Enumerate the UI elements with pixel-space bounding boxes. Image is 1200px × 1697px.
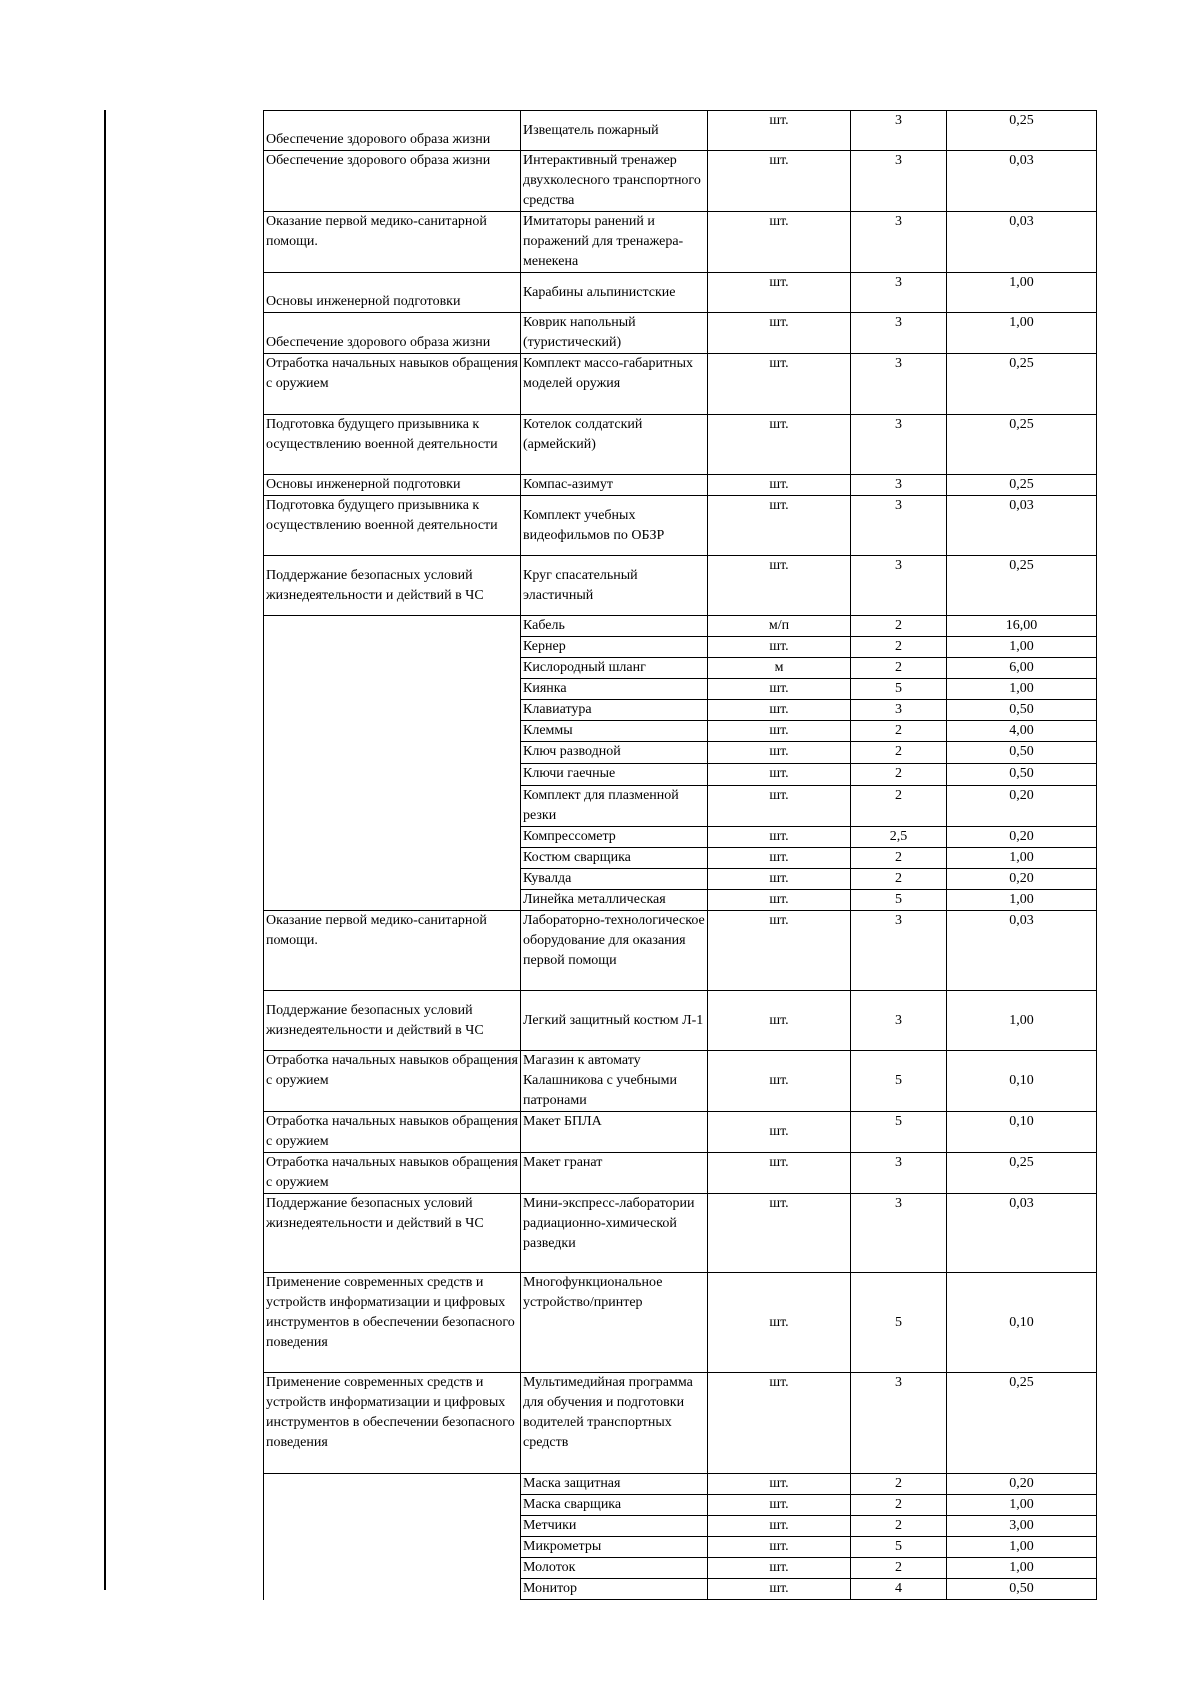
- item-name-cell: Кувалда: [521, 869, 708, 890]
- item-name-cell: Киянка: [521, 679, 708, 700]
- unit-cell: шт.: [708, 1558, 851, 1579]
- item-name-cell: Кабель: [521, 616, 708, 637]
- item-name-cell: Клеммы: [521, 721, 708, 742]
- value-cell: 0,03: [947, 151, 1097, 212]
- quantity-cell: 5: [851, 1273, 947, 1373]
- value-cell: 6,00: [947, 658, 1097, 679]
- value-cell: 1,00: [947, 313, 1097, 354]
- unit-cell: шт.: [708, 475, 851, 496]
- section-cell: Применение современных средств и устройств информатизации и цифровых инструментов в обеспечении безопасного поведения: [264, 1273, 521, 1373]
- value-cell: 16,00: [947, 616, 1097, 637]
- quantity-cell: 5: [851, 679, 947, 700]
- value-cell: 0,50: [947, 1579, 1097, 1600]
- table-row: [264, 1112, 1097, 1153]
- page-margin-line: [104, 110, 106, 1590]
- item-name-cell: Маска защитная: [521, 1474, 708, 1495]
- unit-cell: шт.: [708, 721, 851, 742]
- item-name-cell: Имитаторы ранений и поражений для тренажера-менекена: [521, 212, 708, 273]
- item-name-cell: Микрометры: [521, 1537, 708, 1558]
- quantity-cell: 3: [851, 111, 947, 151]
- table-row: [264, 415, 1097, 475]
- unit-cell: шт.: [708, 313, 851, 354]
- value-cell: 0,10: [947, 1051, 1097, 1112]
- quantity-cell: 2,5: [851, 827, 947, 848]
- table-row: [264, 991, 1097, 1051]
- unit-cell: м: [708, 658, 851, 679]
- quantity-cell: 2: [851, 721, 947, 742]
- quantity-cell: 3: [851, 475, 947, 496]
- value-cell: 1,00: [947, 637, 1097, 658]
- item-name-cell: Костюм сварщика: [521, 848, 708, 869]
- quantity-cell: 3: [851, 1373, 947, 1474]
- quantity-cell: 3: [851, 496, 947, 556]
- section-cell: Отработка начальных навыков обращения с оружием: [264, 1051, 521, 1112]
- unit-cell: шт.: [708, 700, 851, 721]
- value-cell: 0,20: [947, 1474, 1097, 1495]
- item-name-cell: Компас-азимут: [521, 475, 708, 496]
- item-name-cell: Карабины альпинистские: [521, 273, 708, 313]
- value-cell: 0,25: [947, 556, 1097, 616]
- item-name-cell: Круг спасательный эластичный: [521, 556, 708, 616]
- table-row: [264, 616, 1097, 637]
- quantity-cell: 5: [851, 890, 947, 911]
- unit-cell: шт.: [708, 111, 851, 151]
- unit-cell: шт.: [708, 556, 851, 616]
- unit-cell: шт.: [708, 354, 851, 415]
- table-row: [264, 1153, 1097, 1194]
- unit-cell: шт.: [708, 151, 851, 212]
- section-cell: Поддержание безопасных условий жизнедеятельности и действий в ЧС: [264, 1194, 521, 1273]
- quantity-cell: 3: [851, 354, 947, 415]
- value-cell: 1,00: [947, 991, 1097, 1051]
- value-cell: 0,10: [947, 1273, 1097, 1373]
- quantity-cell: 3: [851, 1194, 947, 1273]
- value-cell: 0,25: [947, 415, 1097, 475]
- quantity-cell: 3: [851, 1153, 947, 1194]
- item-name-cell: Многофункциональное устройство/принтер: [521, 1273, 708, 1373]
- unit-cell: шт.: [708, 1474, 851, 1495]
- value-cell: 0,25: [947, 1373, 1097, 1474]
- unit-cell: м/п: [708, 616, 851, 637]
- table-row: [264, 911, 1097, 991]
- value-cell: 0,50: [947, 742, 1097, 764]
- quantity-cell: 4: [851, 1579, 947, 1600]
- value-cell: 0,03: [947, 1194, 1097, 1273]
- table-row: [264, 1194, 1097, 1273]
- section-cell: Отработка начальных навыков обращения с оружием: [264, 1153, 521, 1194]
- unit-cell: шт.: [708, 827, 851, 848]
- item-name-cell: Клавиатура: [521, 700, 708, 721]
- unit-cell: шт.: [708, 679, 851, 700]
- quantity-cell: 2: [851, 869, 947, 890]
- unit-cell: шт.: [708, 1516, 851, 1537]
- item-name-cell: Интерактивный тренажер двухколесного транспортного средства: [521, 151, 708, 212]
- quantity-cell: 3: [851, 991, 947, 1051]
- unit-cell: шт.: [708, 1273, 851, 1373]
- item-name-cell: Комплект массо-габаритных моделей оружия: [521, 354, 708, 415]
- item-name-cell: Магазин к автомату Калашникова с учебными патронами: [521, 1051, 708, 1112]
- value-cell: 0,50: [947, 764, 1097, 786]
- table-row: [264, 273, 1097, 313]
- item-name-cell: Мини-экспресс-лаборатории радиационно-химической разведки: [521, 1194, 708, 1273]
- section-cell: Применение современных средств и устройств информатизации и цифровых инструментов в обеспечении безопасного поведения: [264, 1373, 521, 1474]
- quantity-cell: 2: [851, 637, 947, 658]
- section-cell: Подготовка будущего призывника к осуществлению военной деятельности: [264, 415, 521, 475]
- table-row: [264, 212, 1097, 273]
- value-cell: 1,00: [947, 848, 1097, 869]
- unit-cell: шт.: [708, 911, 851, 991]
- item-name-cell: Монитор: [521, 1579, 708, 1600]
- section-cell: Обеспечение здорового образа жизни: [264, 313, 521, 354]
- table-row: [264, 1273, 1097, 1373]
- item-name-cell: Ключ разводной: [521, 742, 708, 764]
- item-name-cell: Комплект учебных видеофильмов по ОБЗР: [521, 496, 708, 556]
- section-cell: Поддержание безопасных условий жизнедеятельности и действий в ЧС: [264, 556, 521, 616]
- section-cell: Подготовка будущего призывника к осуществлению военной деятельности: [264, 496, 521, 556]
- item-name-cell: Линейка металлическая: [521, 890, 708, 911]
- item-name-cell: Комплект для плазменной резки: [521, 786, 708, 827]
- quantity-cell: 2: [851, 786, 947, 827]
- section-cell: Оказание первой медико-санитарной помощи.: [264, 911, 521, 991]
- section-cell: Основы инженерной подготовки: [264, 273, 521, 313]
- quantity-cell: 2: [851, 1558, 947, 1579]
- equipment-table: [263, 110, 1097, 1600]
- unit-cell: шт.: [708, 1373, 851, 1474]
- value-cell: 1,00: [947, 890, 1097, 911]
- item-name-cell: Макет гранат: [521, 1153, 708, 1194]
- value-cell: 0,03: [947, 496, 1097, 556]
- unit-cell: шт.: [708, 890, 851, 911]
- section-cell: Обеспечение здорового образа жизни: [264, 111, 521, 151]
- value-cell: 0,25: [947, 475, 1097, 496]
- quantity-cell: 3: [851, 151, 947, 212]
- value-cell: 1,00: [947, 679, 1097, 700]
- value-cell: 0,20: [947, 786, 1097, 827]
- quantity-cell: 3: [851, 911, 947, 991]
- quantity-cell: 3: [851, 273, 947, 313]
- value-cell: 1,00: [947, 1495, 1097, 1516]
- quantity-cell: 2: [851, 764, 947, 786]
- value-cell: 0,03: [947, 212, 1097, 273]
- table-row: [264, 313, 1097, 354]
- table-row: [264, 151, 1097, 212]
- item-name-cell: Мультимедийная программа для обучения и подготовки водителей транспортных средств: [521, 1373, 708, 1474]
- section-cell-empty: [264, 1474, 521, 1600]
- table-row: [264, 1474, 1097, 1495]
- quantity-cell: 5: [851, 1112, 947, 1153]
- section-cell: Поддержание безопасных условий жизнедеятельности и действий в ЧС: [264, 991, 521, 1051]
- item-name-cell: Кернер: [521, 637, 708, 658]
- value-cell: 4,00: [947, 721, 1097, 742]
- table-row: [264, 496, 1097, 556]
- quantity-cell: 3: [851, 415, 947, 475]
- item-name-cell: Извещатель пожарный: [521, 111, 708, 151]
- quantity-cell: 3: [851, 212, 947, 273]
- unit-cell: шт.: [708, 991, 851, 1051]
- section-cell: Оказание первой медико-санитарной помощи.: [264, 212, 521, 273]
- quantity-cell: 2: [851, 1516, 947, 1537]
- table-row: [264, 556, 1097, 616]
- unit-cell: шт.: [708, 1051, 851, 1112]
- unit-cell: шт.: [708, 742, 851, 764]
- quantity-cell: 2: [851, 742, 947, 764]
- value-cell: 0,20: [947, 827, 1097, 848]
- section-cell: Отработка начальных навыков обращения с оружием: [264, 354, 521, 415]
- section-cell: Основы инженерной подготовки: [264, 475, 521, 496]
- unit-cell: шт.: [708, 1112, 851, 1153]
- value-cell: 0,20: [947, 869, 1097, 890]
- section-cell-empty: [264, 616, 521, 911]
- value-cell: 0,25: [947, 111, 1097, 151]
- item-name-cell: Молоток: [521, 1558, 708, 1579]
- unit-cell: шт.: [708, 1495, 851, 1516]
- item-name-cell: Легкий защитный костюм Л-1: [521, 991, 708, 1051]
- item-name-cell: Компрессометр: [521, 827, 708, 848]
- value-cell: 1,00: [947, 1558, 1097, 1579]
- table-row: [264, 1373, 1097, 1474]
- unit-cell: шт.: [708, 496, 851, 556]
- unit-cell: шт.: [708, 212, 851, 273]
- value-cell: 0,25: [947, 1153, 1097, 1194]
- unit-cell: шт.: [708, 1537, 851, 1558]
- unit-cell: шт.: [708, 1153, 851, 1194]
- unit-cell: шт.: [708, 273, 851, 313]
- quantity-cell: 5: [851, 1537, 947, 1558]
- quantity-cell: 3: [851, 556, 947, 616]
- unit-cell: шт.: [708, 786, 851, 827]
- item-name-cell: Коврик напольный (туристический): [521, 313, 708, 354]
- value-cell: 1,00: [947, 1537, 1097, 1558]
- unit-cell: шт.: [708, 764, 851, 786]
- section-cell: Обеспечение здорового образа жизни: [264, 151, 521, 212]
- value-cell: 0,50: [947, 700, 1097, 721]
- item-name-cell: Кислородный шланг: [521, 658, 708, 679]
- quantity-cell: 5: [851, 1051, 947, 1112]
- quantity-cell: 2: [851, 658, 947, 679]
- table-row: [264, 475, 1097, 496]
- table-row: [264, 1051, 1097, 1112]
- quantity-cell: 2: [851, 848, 947, 869]
- value-cell: 1,00: [947, 273, 1097, 313]
- item-name-cell: Лабораторно-технологическое оборудование для оказания первой помощи: [521, 911, 708, 991]
- quantity-cell: 2: [851, 616, 947, 637]
- item-name-cell: Макет БПЛА: [521, 1112, 708, 1153]
- unit-cell: шт.: [708, 869, 851, 890]
- unit-cell: шт.: [708, 637, 851, 658]
- item-name-cell: Ключи гаечные: [521, 764, 708, 786]
- value-cell: 0,10: [947, 1112, 1097, 1153]
- quantity-cell: 2: [851, 1495, 947, 1516]
- item-name-cell: Котелок солдатский (армейский): [521, 415, 708, 475]
- quantity-cell: 2: [851, 1474, 947, 1495]
- value-cell: 3,00: [947, 1516, 1097, 1537]
- unit-cell: шт.: [708, 848, 851, 869]
- item-name-cell: Маска сварщика: [521, 1495, 708, 1516]
- table-row: [264, 354, 1097, 415]
- unit-cell: шт.: [708, 415, 851, 475]
- item-name-cell: Метчики: [521, 1516, 708, 1537]
- section-cell: Отработка начальных навыков обращения с оружием: [264, 1112, 521, 1153]
- unit-cell: шт.: [708, 1194, 851, 1273]
- unit-cell: шт.: [708, 1579, 851, 1600]
- quantity-cell: 3: [851, 313, 947, 354]
- value-cell: 0,03: [947, 911, 1097, 991]
- table-row: [264, 111, 1097, 151]
- quantity-cell: 3: [851, 700, 947, 721]
- value-cell: 0,25: [947, 354, 1097, 415]
